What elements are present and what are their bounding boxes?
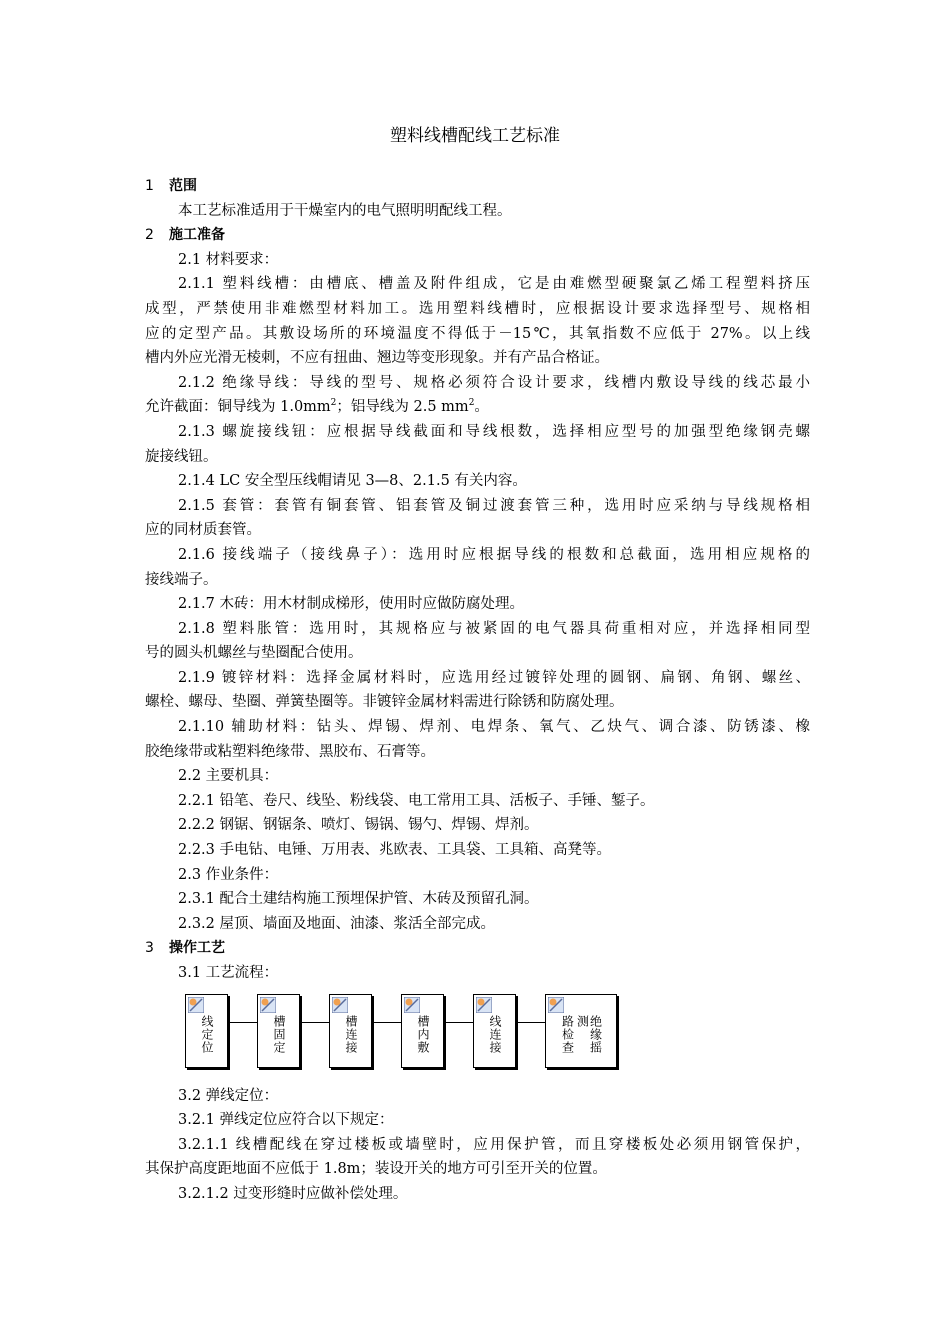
flow-step-box <box>545 994 617 1068</box>
section-3-heading: 3 操作工艺 <box>145 940 225 957</box>
flow-step-label: 槽固定 <box>272 1014 286 1054</box>
document-body <box>145 174 810 1207</box>
paragraph-line: 2.1.7 木砖：用木材制成梯形，使用时应做防腐处理。 <box>178 596 525 613</box>
paragraph-line: 应的同材质套管。 <box>145 522 261 539</box>
flow-step-label: 线定位 <box>200 1014 214 1054</box>
subsection-heading: 3.2 弹线定位： <box>178 1087 279 1104</box>
paragraph: 本工艺标准适用于干燥室内的电气照明明配线工程。 <box>178 202 512 219</box>
paragraph-line: 2.1.8 塑料胀管：选用时，其规格应与被紧固的电气器具荷重相对应，并选择相同型 <box>178 620 810 637</box>
flow-marker-icon <box>188 997 204 1013</box>
paragraph-line: 2.1.5 套管：套管有铜套管、铝套管及铜过渡套管三种，选用时应采纳与导线规格相 <box>178 497 810 514</box>
paragraph-line: 2.1.2 绝缘导线：导线的型号、规格必须符合设计要求，线槽内敷设导线的线芯最小 <box>178 374 810 391</box>
paragraph-line: 2.3.1 配合土建结构施工预埋保护管、木砖及预留孔洞。 <box>178 891 539 908</box>
flow-step-label: 路检查 <box>560 1014 575 1054</box>
flow-marker-icon <box>332 997 348 1013</box>
paragraph-line: 接线端子。 <box>145 571 218 588</box>
paragraph-line: 2.1.4 LC 安全型压线帽请见 3—8、2.1.5 有关内容。 <box>178 473 527 490</box>
document-title: 塑料线槽配线工艺标准 <box>390 126 560 146</box>
process-flow-diagram <box>185 986 625 1084</box>
paragraph-line: 3.2.1.2 过变形缝时应做补偿处理。 <box>178 1185 408 1202</box>
flow-marker-icon <box>260 997 276 1013</box>
flow-step-box <box>185 994 228 1068</box>
flow-step-box <box>473 994 516 1068</box>
paragraph-line: 2.1.10 辅助材料：钻头、焊锡、焊剂、电焊条、氧气、乙炔气、调合漆、防锈漆、橡 <box>178 719 810 736</box>
paragraph-line: 3.2.1 弹线定位应符合以下规定： <box>178 1112 394 1129</box>
flow-step-box <box>329 994 372 1068</box>
subsection-heading: 2.1 材料要求： <box>178 251 279 268</box>
flow-marker-icon <box>548 997 564 1013</box>
paragraph-line: 允许截面：铜导线为 $1.0mm^2$；铝导线为 2.5 $mm^2$。 <box>145 398 489 416</box>
paragraph-line: 2.1.6 接线端子（接线鼻子）：选用时应根据导线的根数和总截面，选用相应规格的 <box>178 546 810 563</box>
paragraph-line: 应的定型产品。其敷设场所的环境温度不得低于－15℃，其氧指数不应低于 27%。以上线 <box>145 325 810 342</box>
subsection-heading: 3.1 工艺流程： <box>178 965 279 981</box>
paragraph-line: 槽内外应光滑无棱刺，不应有扭曲、翘边等变形现象。并有产品合格证。 <box>145 350 609 367</box>
paragraph-line: 其保护高度距地面不应低于 1.8m；装设开关的地方可引至开关的位置。 <box>145 1161 607 1178</box>
paragraph-line: 成型，严禁使用非难燃型材料加工。选用塑料线槽时，应根据设计要求选择型号、规格相 <box>145 300 810 317</box>
flow-step-label: 线连接 <box>488 1014 502 1054</box>
section-2-heading: 2 施工准备 <box>145 227 225 244</box>
paragraph-line: 螺栓、螺母、垫圈、弹簧垫圈等。非镀锌金属材料需进行除锈和防腐处理。 <box>145 694 624 711</box>
paragraph-line: 2.3.2 屋顶、墙面及地面、油漆、浆活全部完成。 <box>178 915 496 932</box>
paragraph-line: 2.1.9 镀锌材料：选择金属材料时，应选用经过镀锌处理的圆钢、扁钢、角钢、螺丝、 <box>178 669 810 686</box>
paragraph-line: 2.1.1 塑料线槽：由槽底、槽盖及附件组成，它是由难燃型硬聚氯乙烯工程塑料挤压 <box>178 276 810 293</box>
paragraph-line: 胶绝缘带或粘塑料绝缘带、黑胶布、石膏等。 <box>145 743 435 760</box>
paragraph-line: 2.2.1 铅笔、卷尺、线坠、粉线袋、电工常用工具、活板子、手锤、錾子。 <box>178 792 655 809</box>
paragraph-line: 2.2.3 手电钻、电锤、万用表、兆欧表、工具袋、工具箱、高凳等。 <box>178 842 612 859</box>
flow-step-box <box>401 994 444 1068</box>
paragraph-line: 2.1.3 螺旋接线钮：应根据导线截面和导线根数，选择相应型号的加强型绝缘钢壳螺 <box>178 423 810 440</box>
flow-step-label: 槽连接 <box>344 1014 358 1054</box>
flow-step-label: 绝缘摇测 <box>575 1014 603 1054</box>
flow-marker-icon <box>476 997 492 1013</box>
flow-step-box <box>257 994 300 1068</box>
flow-marker-icon <box>404 997 420 1013</box>
subsection-heading: 2.3 作业条件： <box>178 866 279 883</box>
paragraph-line: 3.2.1.1 线槽配线在穿过楼板或墙壁时，应用保护管，而且穿楼板处必须用钢管保护， <box>178 1136 810 1153</box>
paragraph-line: 号的圆头机螺丝与垫圈配合使用。 <box>145 645 363 662</box>
subsection-heading: 2.2 主要机具： <box>178 768 279 785</box>
paragraph-line: 旋接线钮。 <box>145 448 218 465</box>
paragraph-line: 2.2.2 钢锯、钢锯条、喷灯、锡锅、锡勺、焊锡、焊剂。 <box>178 817 539 834</box>
section-1-heading: 1 范围 <box>145 178 197 194</box>
flow-step-label: 槽内敷 <box>416 1014 430 1054</box>
